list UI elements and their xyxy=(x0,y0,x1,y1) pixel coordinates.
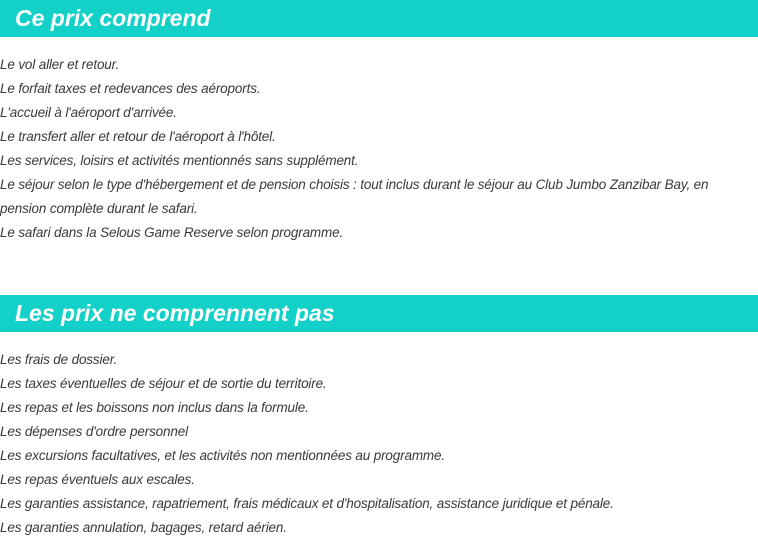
excluded-item: Les taxes éventuelles de séjour et de sortie du territoire. xyxy=(0,376,327,391)
excluded-item: Les excursions facultatives, et les activités non mentionnées au programme. xyxy=(0,448,445,463)
excluded-item: Les frais de dossier. xyxy=(0,352,118,367)
included-item: Le forfait taxes et redevances des aéroports. xyxy=(0,81,261,96)
included-item: Le séjour selon le type d'hébergement et de pension choisis : tout inclus durant le séjour au Club Jumbo Zanzibar Bay, en pension complète durant le safari. xyxy=(0,177,709,216)
included-section-header xyxy=(0,0,758,37)
excluded-section-title: Les prix ne comprennent pas xyxy=(15,300,335,326)
included-items-list xyxy=(0,53,756,245)
excluded-item: Les garanties assistance, rapatriement, frais médicaux et d'hospitalisation, assistance juridique et pénale. xyxy=(0,496,614,511)
included-item: Le vol aller et retour. xyxy=(0,57,120,72)
included-item: Le safari dans la Selous Game Reserve selon programme. xyxy=(0,225,344,240)
included-section-title: Ce prix comprend xyxy=(15,5,211,31)
included-item: Le transfert aller et retour de l'aéroport à l'hôtel. xyxy=(0,129,276,144)
excluded-items-list xyxy=(0,348,756,540)
excluded-item: Les dépenses d'ordre personnel xyxy=(0,424,188,439)
excluded-item: Les repas éventuels aux escales. xyxy=(0,472,195,487)
excluded-item: Les garanties annulation, bagages, retard aérien. xyxy=(0,520,287,535)
excluded-section-header xyxy=(0,295,758,332)
included-item: Les services, loisirs et activités mentionnés sans supplément. xyxy=(0,153,359,168)
included-item: L'accueil à l'aéroport d'arrivée. xyxy=(0,105,177,120)
excluded-item: Les repas et les boissons non inclus dans la formule. xyxy=(0,400,309,415)
